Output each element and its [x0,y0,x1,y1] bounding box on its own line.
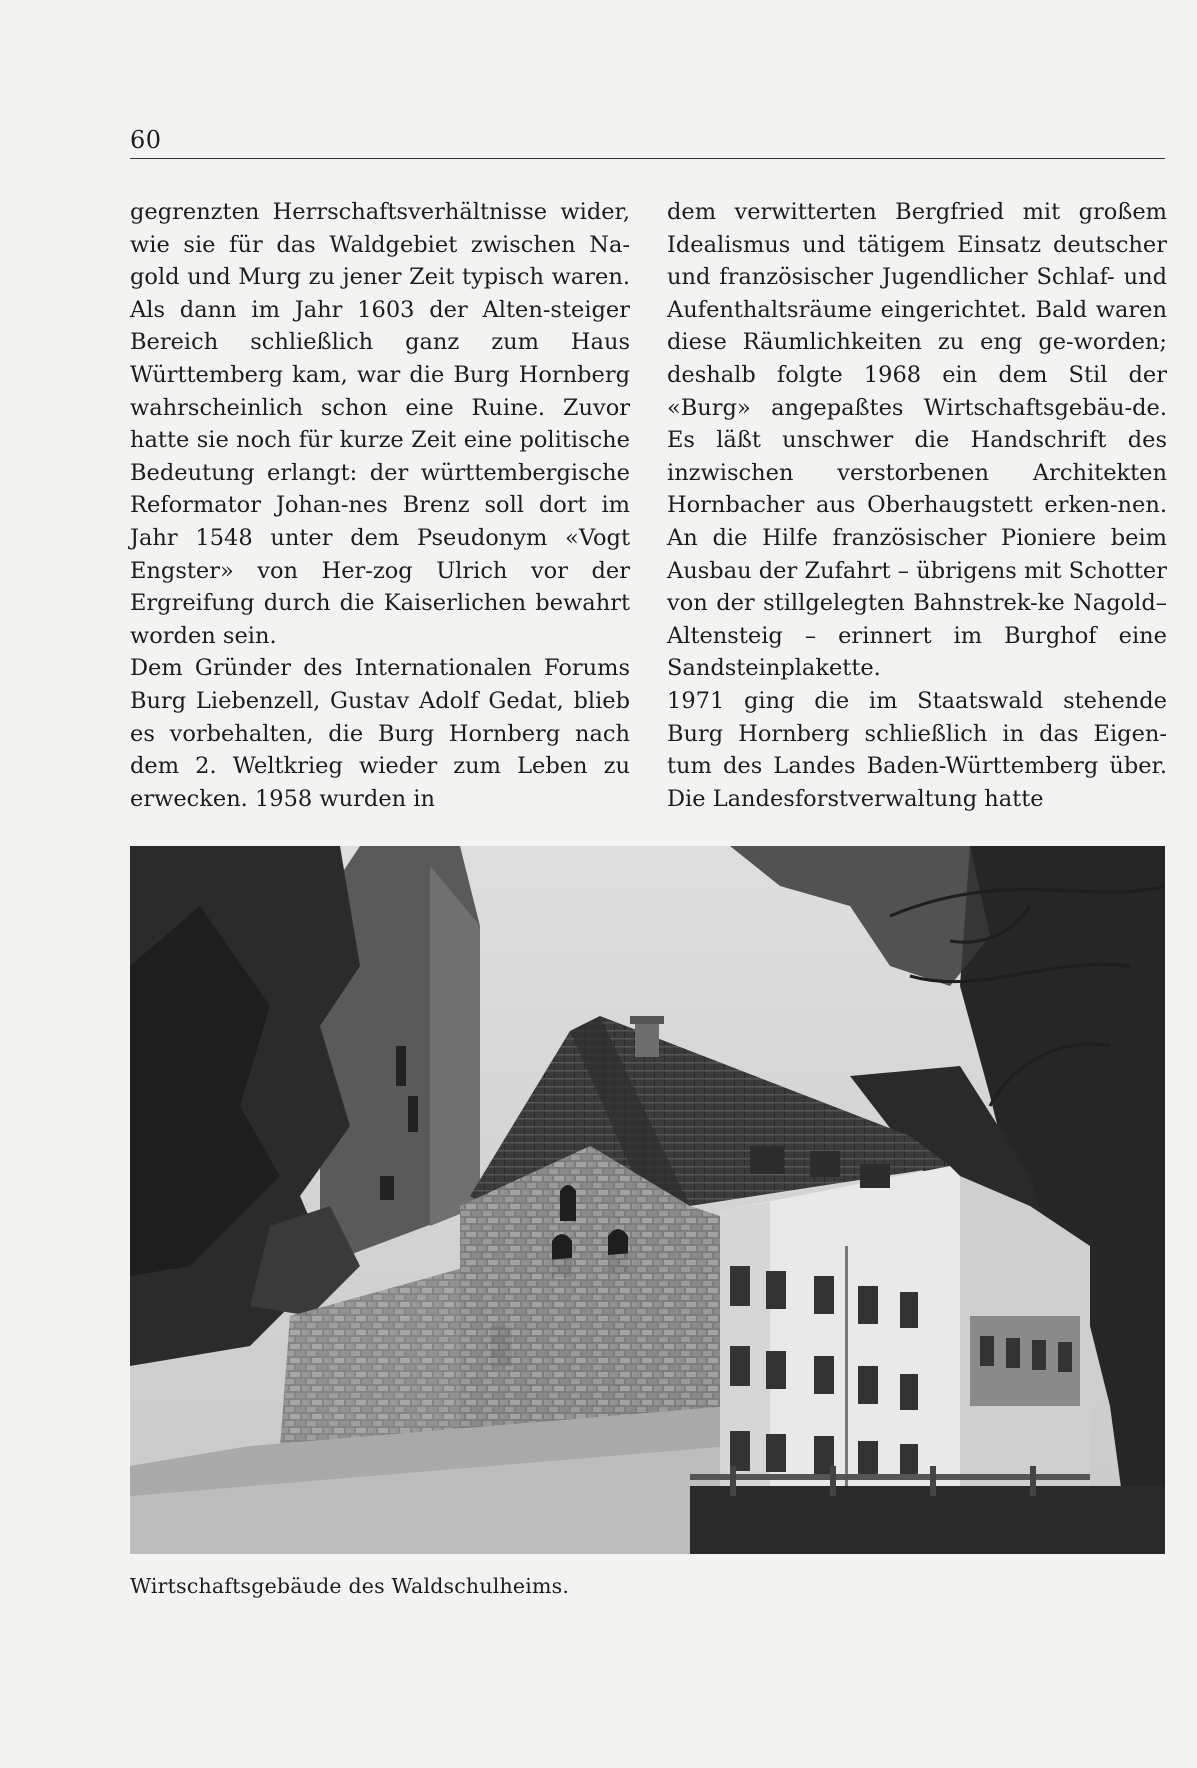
header-rule [130,158,1165,159]
right-column [667,196,1167,815]
building-photo [130,846,1165,1554]
right-paragraph-1: dem verwitterten Bergfried mit großem Idealismus und tätigem Einsatz deutscher und französischer Jugendlicher Schlaf- und Aufenthaltsräume eingerichtet. Bald waren diese Räumlichkeiten zu eng ge-worden; deshalb folgte 1968 ein dem Stil der «Burg» angepaßtes Wirtschaftsgebäu-de. Es läßt unschwer die Handschrift des inzwischen verstorbenen Architekten Hornbacher aus Oberhaugstett erken-nen. An die Hilfe französischer Pioniere beim Ausbau der Zufahrt – übrigens mit Schotter von der stillgelegten Bahnstrek-ke Nagold–Altensteig – erinnert im Burghof eine Sandsteinplakette. [667,199,1167,682]
left-paragraph-1: gegrenzten Herrschaftsverhältnisse wider, wie sie für das Waldgebiet zwischen Na-gold und Murg zu jener Zeit typisch waren. Als dann im Jahr 1603 der Alten-steiger Bereich schließlich ganz zum Haus Württemberg kam, war die Burg Hornberg wahrscheinlich schon eine Ruine. Zuvor hatte sie noch für kurze Zeit eine politische Bedeutung erlangt: der württembergische Reformator Johan-nes Brenz soll dort im Jahr 1548 unter dem Pseudonym «Vogt Engster» von Her-zog Ulrich vor der Ergreifung durch die Kaiserlichen bewahrt worden sein. [130,199,630,649]
figure-caption: Wirtschaftsgebäude des Waldschulheims. [130,1574,570,1598]
left-trees [130,846,360,1366]
page-number: 60 [130,126,162,154]
left-paragraph-2: Dem Gründer des Internationalen Forums Burg Liebenzell, Gustav Adolf Gedat, blieb es vorbehalten, die Burg Hornberg nach dem 2. Weltkrieg wieder zum Leben zu erwecken. 1958 wurden in [130,655,630,812]
left-column [130,196,630,815]
right-paragraph-2: 1971 ging die im Staatswald stehende Burg Hornberg schließlich in das Eigen-tum des Landes Baden-Württemberg über. Die Landesforstverwaltung hatte [667,687,1167,812]
